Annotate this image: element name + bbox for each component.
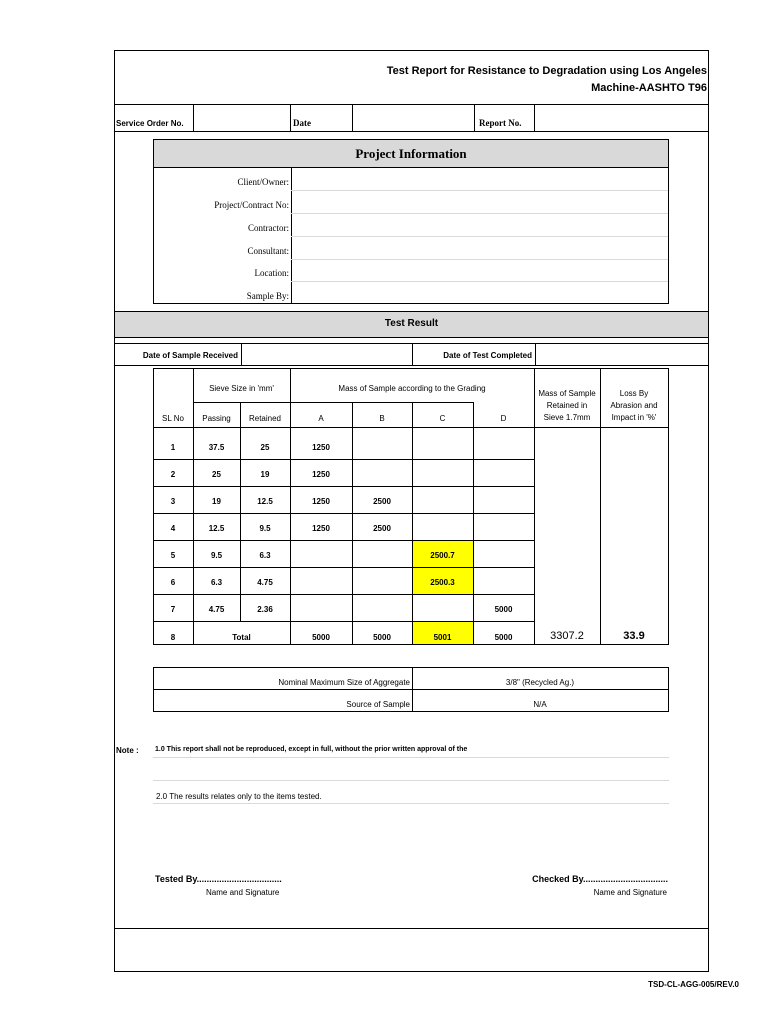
- table-cell: 12.5: [208, 524, 225, 533]
- table-cell: 2500.3: [430, 578, 455, 587]
- signature-divider: [114, 928, 709, 929]
- agg-table-mid: [153, 689, 669, 690]
- project-info-heading: Project Information: [355, 146, 467, 161]
- table-cell: 2500: [373, 524, 391, 533]
- table-cell: 6.3: [210, 578, 223, 587]
- meta-row-bottom: [114, 131, 709, 132]
- mass-retained-value: 3307.2: [550, 630, 584, 642]
- source-label: Source of Sample: [346, 700, 410, 709]
- row-line: [153, 621, 534, 622]
- row-line: [153, 459, 534, 460]
- project-box-top: [153, 139, 669, 140]
- table-cell: 1250: [312, 524, 330, 533]
- field-separator: [291, 213, 668, 214]
- field-separator: [291, 259, 668, 260]
- grade-d-header: D: [500, 414, 507, 423]
- table-cell: 1250: [312, 497, 330, 506]
- table-left: [153, 368, 154, 645]
- table-bottom: [153, 644, 669, 645]
- field-label-sample-by: Sample By:: [246, 291, 289, 301]
- mass-retained-header-1: Mass of Sample: [538, 389, 596, 398]
- table-cell: 25: [260, 443, 270, 452]
- passing-header: Passing: [202, 414, 231, 423]
- table-cell: 9.5: [259, 524, 271, 533]
- meta-divider: [290, 104, 291, 132]
- loss-value: 33.9: [623, 630, 645, 642]
- header-bottom: [153, 427, 669, 428]
- test-result-bottom: [114, 337, 709, 338]
- project-box-left: [153, 139, 154, 304]
- row-line: [153, 567, 534, 568]
- table-cell: 2.36: [257, 605, 273, 614]
- col-line: [193, 368, 194, 645]
- report-title-line2: Machine-AASHTO T96: [591, 82, 707, 94]
- table-cell: 5000: [494, 605, 513, 614]
- meta-divider: [193, 104, 194, 132]
- agg-table-bottom: [153, 711, 669, 712]
- field-label-consultant: Consultant:: [247, 246, 289, 256]
- total-d: 5000: [494, 633, 513, 642]
- service-order-label: Service Order No.: [116, 119, 184, 128]
- mass-retained-header-3: Sieve 1.7mm: [543, 413, 591, 422]
- mass-retained-header-2: Retained in: [546, 401, 588, 410]
- frame-right: [708, 50, 709, 972]
- form-code: TSD-CL-AGG-005/REV.0: [648, 980, 739, 989]
- meta-divider: [352, 104, 353, 132]
- report-no-label: Report No.: [479, 118, 522, 128]
- col-line: [412, 402, 413, 645]
- note-2: 2.0 The results relates only to the items tested.: [156, 792, 322, 801]
- field-label-client: Client/Owner:: [237, 177, 289, 187]
- checked-by: Checked By..................................: [532, 874, 668, 884]
- tested-by-sub: Name and Signature: [206, 888, 280, 897]
- dates-divider: [535, 343, 536, 366]
- mass-grading-header: Mass of Sample according to the Grading: [338, 384, 486, 393]
- agg-table-right: [668, 667, 669, 712]
- table-cell: 37.5: [208, 443, 225, 452]
- loss-header-3: Impact in '%': [611, 413, 657, 422]
- grade-a-header: A: [318, 414, 324, 423]
- table-cell: 2500.7: [430, 551, 455, 560]
- table-cell: 9.5: [210, 551, 223, 560]
- field-separator: [291, 190, 668, 191]
- note-label: Note :: [116, 746, 139, 755]
- grade-b-header: B: [379, 414, 385, 423]
- table-cell: 5: [170, 551, 176, 560]
- table-cell: 25: [212, 470, 221, 479]
- tested-by: Tested By..................................: [155, 874, 282, 884]
- frame-left: [114, 50, 115, 972]
- table-cell: 4.75: [208, 605, 225, 614]
- grade-c-header: C: [439, 414, 446, 423]
- date-label: Date: [293, 118, 311, 128]
- loss-header-2: Abrasion and: [610, 401, 658, 410]
- meta-divider: [534, 104, 535, 132]
- test-result-heading: Test Result: [384, 318, 439, 329]
- project-box-right: [668, 139, 669, 304]
- table-right: [668, 368, 669, 645]
- frame-top: [114, 50, 709, 51]
- source-value: N/A: [533, 700, 547, 709]
- subheader-line: [193, 402, 474, 403]
- table-top: [153, 368, 669, 369]
- nmsa-label: Nominal Maximum Size of Aggregate: [278, 678, 410, 687]
- field-label-contractor: Contractor:: [248, 223, 289, 233]
- loss-header-1: Loss By: [619, 389, 649, 398]
- field-separator: [291, 236, 668, 237]
- row-line: [153, 540, 534, 541]
- field-label-project: Project/Contract No:: [214, 200, 289, 210]
- table-cell: 19: [212, 497, 221, 506]
- total-b: 5000: [373, 633, 391, 642]
- note-line: [153, 757, 669, 758]
- checked-by-sub: Name and Signature: [593, 888, 667, 897]
- note-line: [153, 803, 669, 804]
- total-a: 5000: [312, 633, 330, 642]
- table-cell: 1: [170, 443, 176, 452]
- test-result-top: [114, 311, 709, 312]
- table-cell: 4.75: [257, 578, 273, 587]
- row-line: [153, 486, 534, 487]
- table-cell: 3: [170, 497, 176, 506]
- note-1: 1.0 This report shall not be reproduced, except in full, without the prior written approval of the: [155, 746, 468, 753]
- date-completed-label: Date of Test Completed: [443, 351, 532, 360]
- field-separator: [291, 281, 668, 282]
- project-box-bottom: [153, 303, 669, 304]
- dates-divider: [241, 343, 242, 366]
- date-received-label: Date of Sample Received: [142, 351, 238, 360]
- table-cell: 1250: [312, 470, 330, 479]
- total-c: 5001: [433, 633, 452, 642]
- table-cell: 4: [170, 524, 176, 533]
- total-row-sl: 8: [170, 633, 176, 642]
- frame-bottom: [114, 971, 709, 972]
- row-line: [153, 513, 534, 514]
- nmsa-value: 3/8" (Recycled Ag.): [505, 678, 575, 687]
- table-cell: 1250: [312, 443, 330, 452]
- sieve-size-header: Sieve Size in 'mm': [209, 384, 274, 393]
- total-label: Total: [232, 633, 251, 642]
- table-cell: 7: [170, 605, 176, 614]
- meta-divider: [474, 104, 475, 132]
- table-cell: 12.5: [257, 497, 273, 506]
- table-cell: 19: [260, 470, 270, 479]
- table-cell: 6: [170, 578, 176, 587]
- project-header-bottom: [153, 167, 669, 168]
- row-line: [153, 594, 534, 595]
- retained-header: Retained: [248, 414, 282, 423]
- table-cell: 2500: [373, 497, 391, 506]
- col-line: [290, 368, 291, 645]
- header-divider: [114, 104, 709, 105]
- agg-table-top: [153, 667, 669, 668]
- table-cell: 6.3: [259, 551, 271, 560]
- col-line: [240, 402, 241, 621]
- sl-no-header: SL No: [162, 414, 184, 423]
- report-title-line1: Test Report for Resistance to Degradation using Los Angeles: [386, 65, 707, 77]
- table-cell: 2: [170, 470, 176, 479]
- field-label-location: Location:: [254, 268, 289, 278]
- note-line: [153, 780, 669, 781]
